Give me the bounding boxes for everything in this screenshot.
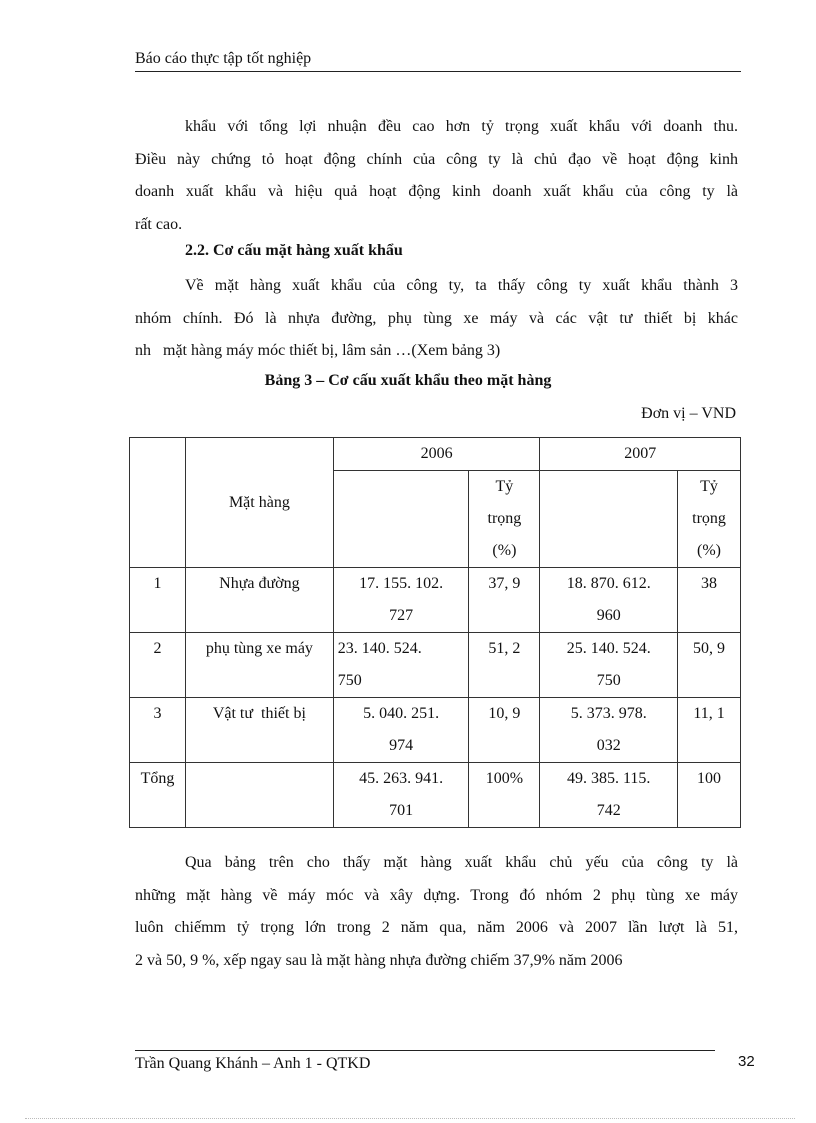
header-cell-value-2006 — [333, 471, 469, 568]
text-line: 2 và 50, 9 %, xếp ngay sau là mặt hàng nhựa đường chiếm 37,9% năm 2006 — [135, 951, 623, 969]
table-unit: Đơn vị – VND — [641, 405, 736, 422]
cell-no: 3 — [130, 698, 186, 763]
table-row — [130, 633, 741, 698]
cell-item: Nhựa đường — [185, 568, 333, 633]
export-structure-table — [129, 437, 741, 828]
cell-total-share-2006: 100% — [469, 763, 540, 828]
running-footer: Trần Quang Khánh – Anh 1 - QTKD — [135, 1055, 371, 1072]
page-bottom-border — [25, 1118, 795, 1119]
cell-value-2007: 18. 870. 612. 960 — [540, 568, 678, 633]
text-line: rất cao. — [135, 215, 183, 233]
cell-total-value-2006: 45. 263. 941. 701 — [333, 763, 469, 828]
cell-value-2006: 5. 040. 251. 974 — [333, 698, 469, 763]
text-line: những mặt hàng về máy móc và xây dựng. Trong đó nhóm 2 phụ tùng xe máy — [135, 886, 738, 904]
table-total-row — [130, 763, 741, 828]
header-cell-share-2007: Tỷ trọng (%) — [678, 471, 741, 568]
cell-share-2006: 51, 2 — [469, 633, 540, 698]
footer-rule — [135, 1050, 715, 1051]
header-cell-year-2007: 2007 — [540, 438, 741, 471]
cell-share-2007: 38 — [678, 568, 741, 633]
text-line: Về mặt hàng xuất khẩu của công ty, ta thấy công ty xuất khẩu thành 3 — [185, 277, 738, 294]
cell-total-value-2007: 49. 385. 115. 742 — [540, 763, 678, 828]
running-header: Báo cáo thực tập tốt nghiệp — [135, 50, 312, 67]
table-title: Bảng 3 – Cơ cấu xuất khẩu theo mặt hàng — [264, 372, 552, 389]
header-cell-year-2006: 2006 — [333, 438, 540, 471]
text-line: nh mặt hàng máy móc thiết bị, lâm sản …(Xem bảng 3) — [135, 342, 501, 359]
section-heading: 2.2. Cơ cấu mặt hàng xuất khẩu — [185, 242, 403, 259]
cell-share-2007: 11, 1 — [678, 698, 741, 763]
header-cell-no — [130, 438, 186, 568]
header-rule — [135, 71, 741, 72]
paragraph-2 — [135, 270, 738, 368]
text-line: luôn chiếmm tỷ trọng lớn trong 2 năm qua, năm 2006 và 2007 lần lượt là 51, — [135, 919, 738, 936]
cell-share-2007: 50, 9 — [678, 633, 741, 698]
cell-share-2006: 37, 9 — [469, 568, 540, 633]
cell-no: 1 — [130, 568, 186, 633]
cell-total-share-2007: 100 — [678, 763, 741, 828]
cell-item: Vật tư thiết bị — [185, 698, 333, 763]
header-cell-item: Mặt hàng — [185, 438, 333, 568]
text-line: Điều này chứng tỏ hoạt động chính của công ty là chủ đạo về hoạt động kinh — [135, 150, 738, 168]
paragraph-1 — [135, 111, 738, 241]
cell-value-2007: 5. 373. 978. 032 — [540, 698, 678, 763]
text-line: Qua bảng trên cho thấy mặt hàng xuất khẩu chủ yếu của công ty là — [185, 854, 738, 871]
header-cell-share-2006: Tỷ trọng (%) — [469, 471, 540, 568]
cell-no: 2 — [130, 633, 186, 698]
page-number: 32 — [738, 1053, 755, 1070]
header-cell-value-2007 — [540, 471, 678, 568]
cell-total-label: Tổng — [130, 763, 186, 828]
paragraph-3 — [135, 847, 738, 977]
cell-value-2006: 17. 155. 102. 727 — [333, 568, 469, 633]
cell-value-2006: 23. 140. 524. 750 — [333, 633, 469, 698]
table-row — [130, 698, 741, 763]
cell-total-item — [185, 763, 333, 828]
table-row — [130, 568, 741, 633]
cell-item: phụ tùng xe máy — [185, 633, 333, 698]
cell-value-2007: 25. 140. 524. 750 — [540, 633, 678, 698]
text-line: nhóm chính. Đó là nhựa đường, phụ tùng xe máy và các vật tư thiết bị khác — [135, 309, 738, 327]
text-line: khẩu với tổng lợi nhuận đều cao hơn tỷ trọng xuất khẩu với doanh thu. — [185, 118, 738, 135]
cell-share-2006: 10, 9 — [469, 698, 540, 763]
text-line: doanh xuất khẩu và hiệu quả hoạt động kinh doanh xuất khẩu của công ty là — [135, 183, 738, 200]
table-header-row — [130, 438, 741, 471]
